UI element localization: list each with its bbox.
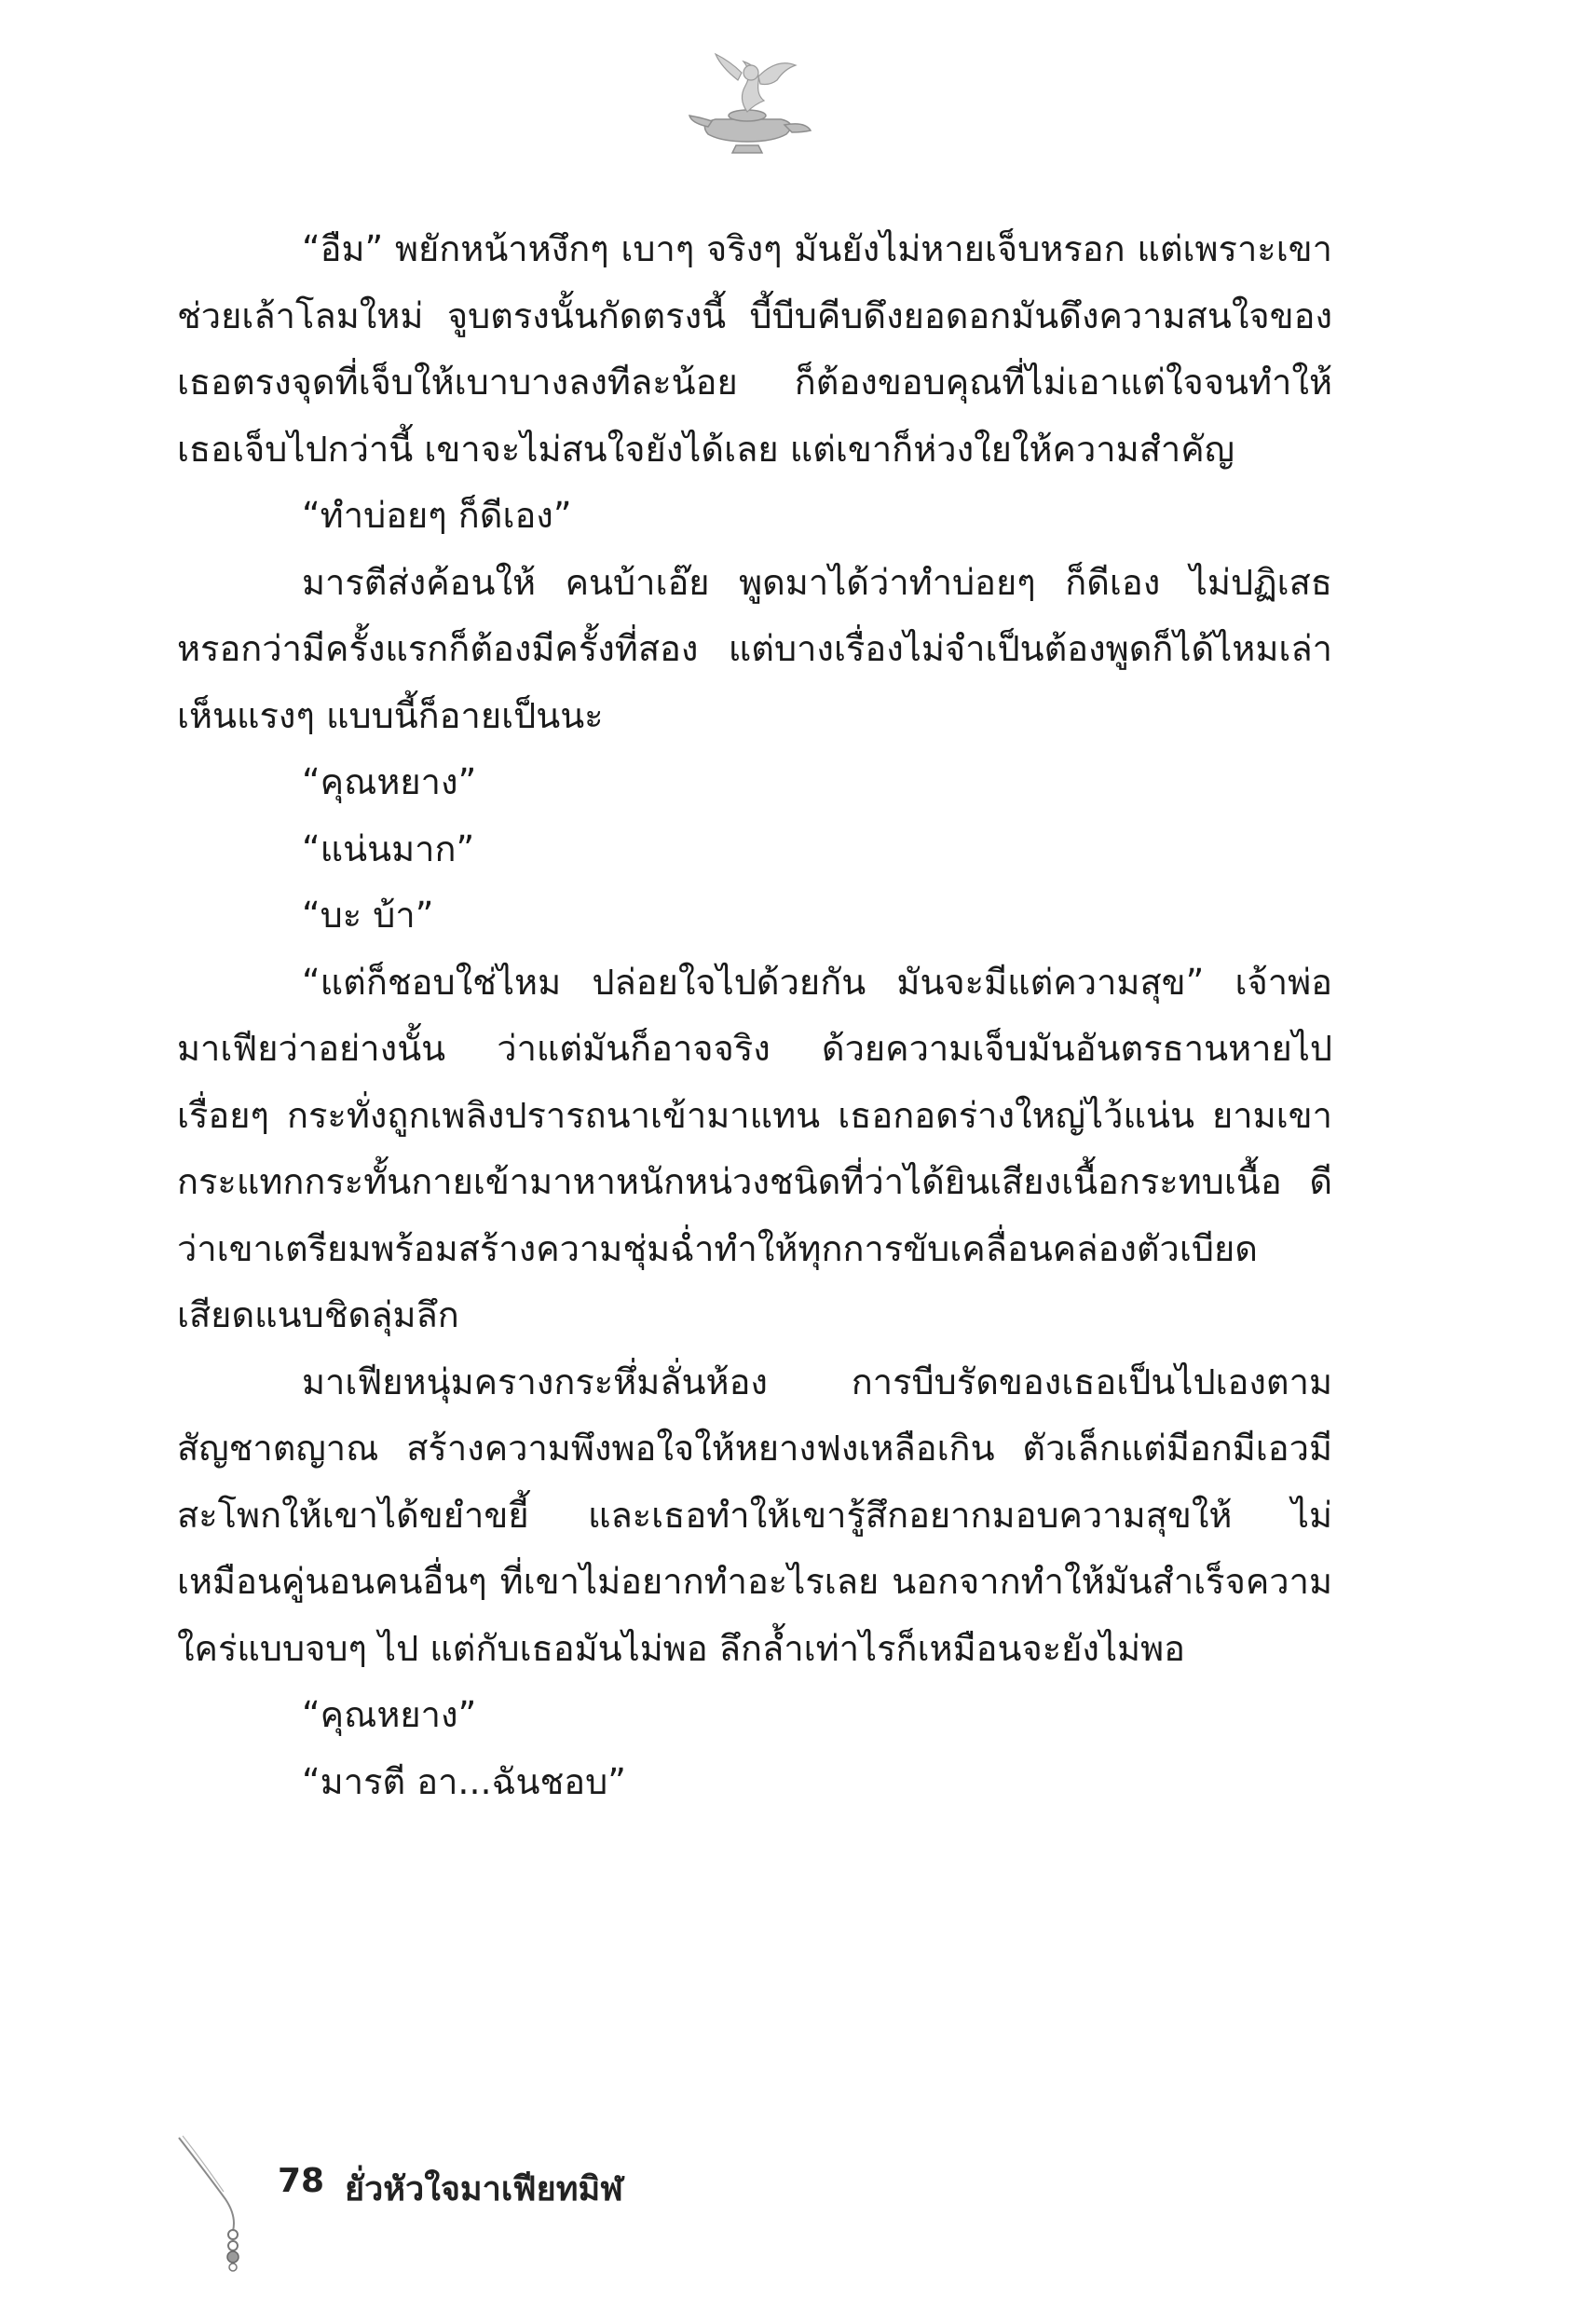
paragraph: “อืม” พยักหน้าหงึกๆ เบาๆ จริงๆ มันยังไม่หายเจ็บหรอก แต่เพราะเขาช่วยเล้าโลมใหม่ จูบตรงนั้นกัดตรงนี้ บี้บีบคีบดึงยอดอกมันดึงความสนใจของเธอตรงจุดที่เจ็บให้เบาบางลงทีละน้อย ก็ต้องขอบคุณที่ไม่เอาแต่ใจจนทำให้เธอเจ็บไปกว่านี้ เขาจะไม่สนใจยังได้เลย แต่เขาก็ห่วงใยให้ความสำคัญ: [177, 228, 1332, 470]
paragraph: “แต่ก็ชอบใช่ไหม ปล่อยใจไปด้วยกัน มันจะมีแต่ความสุข” เจ้าพ่อมาเฟียว่าอย่างนั้น ว่าแต่มันก็อาจจริง ด้วยความเจ็บมันอันตรธานหายไปเรื่อยๆ กระทั่งถูกเพลิงปรารถนาเข้ามาแทน เธอกอดร่างใหญ่ไว้แน่น ยามเขากระแทกกระทั้นกายเข้ามาหาหนักหน่วงชนิดที่ว่าได้ยินเสียงเนื้อกระทบเนื้อ ดีว่าเขาเตรียมพร้อมสร้างความชุ่มฉ่ำทำให้ทุกการขับเคลื่อนคล่องตัวเบียดเสียดแนบชิดลุ่มลึก: [177, 961, 1332, 1335]
page-number: 78: [278, 2162, 325, 2200]
genie-lamp-icon: [680, 48, 820, 160]
paragraph: มารตีส่งค้อนให้ คนบ้าเอ๊ย พูดมาได้ว่าทำบ่อยๆ ก็ดีเอง ไม่ปฏิเสธหรอกว่ามีครั้งแรกก็ต้องมีครั้งที่สอง แต่บางเรื่องไม่จำเป็นต้องพูดก็ได้ไหมเล่า เห็นแรงๆ แบบนี้ก็อายเป็นนะ: [177, 561, 1332, 736]
book-title: ยั่วหัวใจมาเฟียทมิฬ: [345, 2170, 623, 2208]
hanging-chain-icon: [177, 2134, 261, 2274]
paragraph: “คุณหยาง”: [302, 1694, 477, 1735]
paragraph: “แน่นมาก”: [302, 827, 475, 869]
paragraph: มาเฟียหนุ่มครางกระหึ่มลั่นห้อง การบีบรัดของเธอเป็นไปเองตามสัญชาตญาณ สร้างความพึงพอใจให้หยางฟงเหลือเกิน ตัวเล็กแต่มีอกมีเอวมีสะโพกให้เขาได้ขยำขยี้ และเธอทำให้เขารู้สึกอยากมอบความสุขให้ ไม่เหมือนคู่นอนคนอื่นๆ ที่เขาไม่อยากทำอะไรเลย นอกจากทำให้มันสำเร็จความใคร่แบบจบๆ ไป แต่กับเธอมันไม่พอ ลึกล้ำเท่าไรก็เหมือนจะยังไม่พอ: [177, 1361, 1332, 1669]
page-footer: [177, 2134, 829, 2274]
body-text: [177, 216, 1332, 1815]
paragraph: “บะ บ้า”: [302, 895, 434, 936]
paragraph: “คุณหยาง”: [302, 761, 477, 802]
paragraph: “มารตี อา...ฉันชอบ”: [302, 1760, 626, 1802]
paragraph: “ทำบ่อยๆ ก็ดีเอง”: [302, 495, 572, 536]
